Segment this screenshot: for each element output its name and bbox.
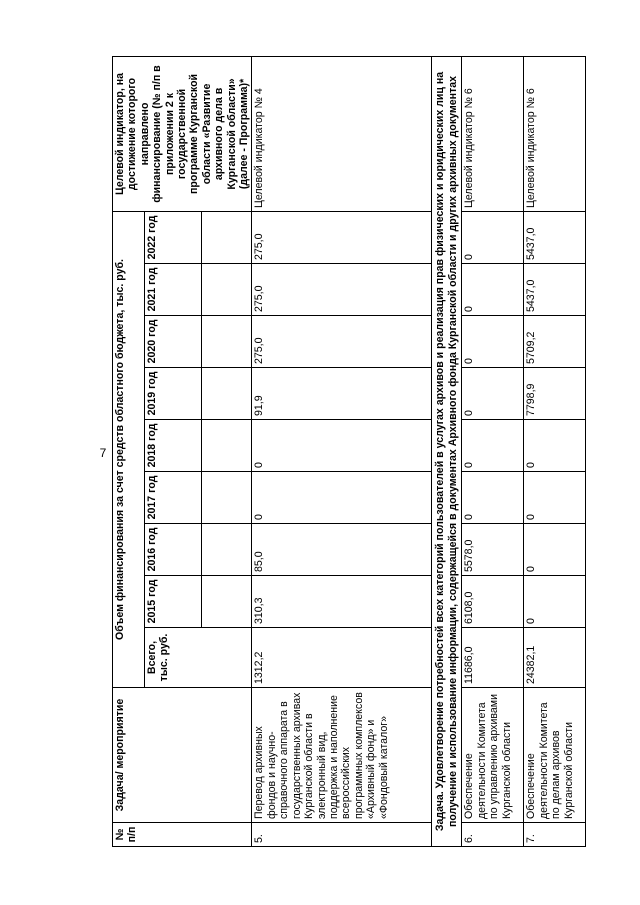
row-task: Обеспечение деятельности Комитета по делам архивов Курганской области xyxy=(524,688,586,823)
row-value: 310,3 xyxy=(252,576,432,628)
row-value: 0 xyxy=(252,420,432,472)
task-heading: Задача. Удовлетворение потребностей всех категорий пользователей в услугах архивов и реализация прав физических и юридических лиц на получение и использование информации, содержащейся в документах Архивного фонда Курганской области и других архивных документах xyxy=(432,56,462,846)
task-heading-row xyxy=(432,56,462,846)
row-value: 0 xyxy=(462,264,524,316)
table-row xyxy=(462,56,524,846)
row-value: 275,0 xyxy=(252,264,432,316)
table-row xyxy=(252,56,432,846)
row-value: 0 xyxy=(252,472,432,524)
rotated-table-container xyxy=(112,57,592,847)
row-task: Обеспечение деятельности Комитета по управлению архивами Курганской области xyxy=(462,688,524,823)
row-indicator: Целевой индикатор № 6 xyxy=(524,56,586,211)
header-funding: Объем финансирования за счет средств областного бюджета, тыс. руб. xyxy=(113,211,145,687)
row-value: 5709,2 xyxy=(524,316,586,368)
row-total: 24382,1 xyxy=(524,628,586,688)
row-num: 6. xyxy=(462,823,524,847)
row-num: 7. xyxy=(524,823,586,847)
row-value: 275,0 xyxy=(252,211,432,263)
row-value: 85,0 xyxy=(252,524,432,576)
header-num: № п/п xyxy=(113,823,252,847)
table-row xyxy=(524,56,586,846)
row-task: Перевод архивных фондов и научно-справочного аппарата в государственных архивах Курганской области в электронный вид, поддержка и наполнение всероссийских программных комплексов «Архивный фонд» и «Фондовый каталог» xyxy=(252,688,432,823)
header-total: Всего, тыс. руб. xyxy=(145,628,252,688)
row-value: 0 xyxy=(462,368,524,420)
row-value: 0 xyxy=(524,576,586,628)
header-year: 2017 год xyxy=(145,472,202,524)
row-value: 0 xyxy=(524,524,586,576)
header-year: 2018 год xyxy=(145,420,202,472)
row-indicator: Целевой индикатор № 6 xyxy=(462,56,524,211)
row-value: 275,0 xyxy=(252,316,432,368)
row-value: 0 xyxy=(462,420,524,472)
row-value: 0 xyxy=(524,420,586,472)
row-value: 0 xyxy=(462,472,524,524)
row-indicator: Целевой индикатор № 4 xyxy=(252,56,432,211)
row-value: 0 xyxy=(524,472,586,524)
row-value: 0 xyxy=(462,316,524,368)
row-total: 11686,0 xyxy=(462,628,524,688)
row-value: 5437,0 xyxy=(524,211,586,263)
row-value: 6108,0 xyxy=(462,576,524,628)
row-num: 5. xyxy=(252,823,432,847)
row-value: 5578,0 xyxy=(462,524,524,576)
page-number: 7 xyxy=(99,446,107,460)
header-year: 2019 год xyxy=(145,368,202,420)
header-year: 2022 год xyxy=(145,211,202,263)
row-value: 7798,9 xyxy=(524,368,586,420)
header-year: 2021 год xyxy=(145,264,202,316)
header-year: 2016 год xyxy=(145,524,202,576)
header-year: 2015 год xyxy=(145,576,202,628)
row-value: 0 xyxy=(462,211,524,263)
funding-table xyxy=(112,56,586,847)
row-value: 5437,0 xyxy=(524,264,586,316)
header-year: 2020 год xyxy=(145,316,202,368)
header-task: Задача/ мероприятие xyxy=(113,688,252,823)
row-value: 91,9 xyxy=(252,368,432,420)
header-indicator: Целевой индикатор, на достижение которого направлено финансирование (№ п/п в приложении 2 к государственной программе Курганской области «Развитие архивного дела в Курганской области» (далее - Программа)* xyxy=(113,56,252,211)
row-total: 1312,2 xyxy=(252,628,432,688)
